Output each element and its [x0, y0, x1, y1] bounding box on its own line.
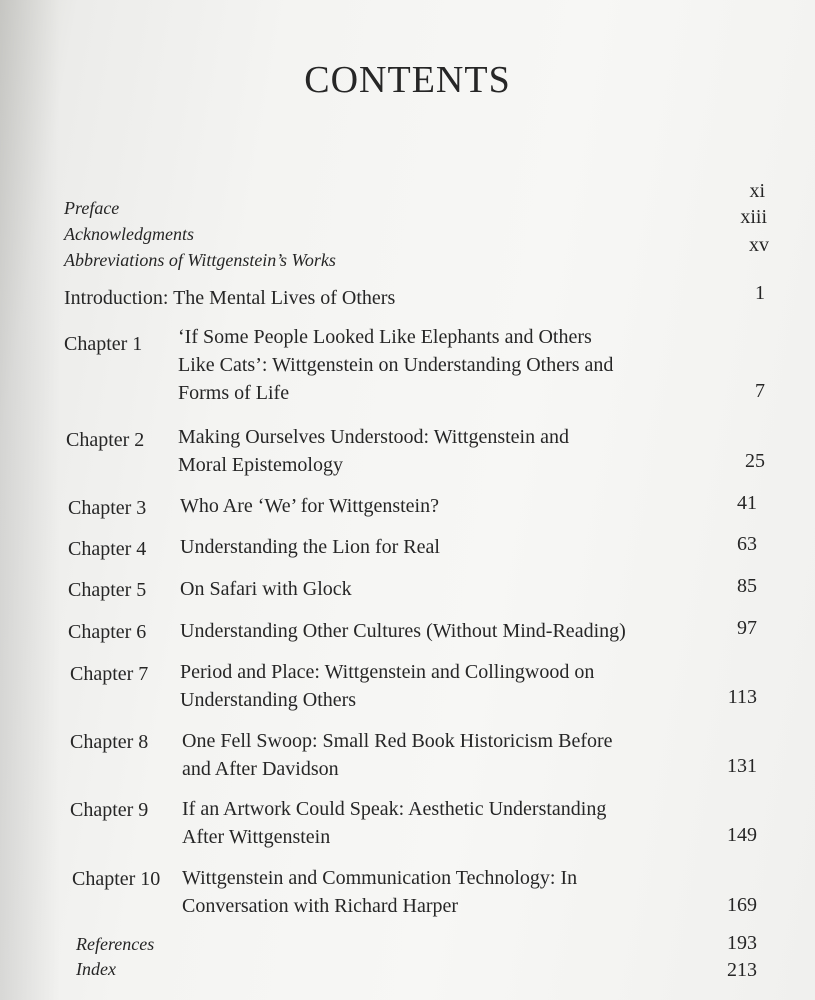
- chapter-8-line-2: and After Davidson: [182, 758, 339, 780]
- preface-title: Preface: [64, 198, 120, 218]
- chapter-6-line-1: Understanding Other Cultures (Without Mind-Reading): [180, 620, 626, 642]
- introduction-page: 1: [755, 282, 765, 304]
- chapter-7-label: Chapter 7: [70, 663, 149, 685]
- chapter-2-title: [178, 423, 569, 479]
- chapter-4-page: 63: [737, 533, 757, 555]
- preface-page: xi: [749, 180, 765, 202]
- chapter-4-label: Chapter 4: [68, 538, 147, 560]
- chapter-5-label: Chapter 5: [68, 579, 147, 601]
- chapter-10-line-2: Conversation with Richard Harper: [182, 895, 459, 917]
- chapter-1-page: 7: [755, 380, 765, 402]
- chapter-10-label: Chapter 10: [72, 868, 161, 890]
- chapter-8-title: [182, 727, 613, 783]
- chapter-4-title: [180, 533, 440, 561]
- chapter-5-title: [180, 575, 352, 603]
- chapter-6-title: [180, 617, 626, 645]
- acknowledgments-title: Acknowledgments: [64, 224, 194, 244]
- chapter-7-line-2: Understanding Others: [180, 689, 357, 711]
- chapter-2-line-2: Moral Epistemology: [178, 454, 343, 476]
- chapter-5-line-1: On Safari with Glock: [180, 578, 352, 600]
- chapter-6-label: Chapter 6: [68, 621, 147, 643]
- chapter-3-title: [180, 492, 439, 520]
- chapter-1-line-2: Like Cats’: Wittgenstein on Understanding Others and: [178, 354, 614, 376]
- chapter-1-line-1: ‘If Some People Looked Like Elephants and Others: [178, 326, 592, 348]
- chapter-10-page: 169: [727, 894, 757, 916]
- index-title: Index: [76, 959, 116, 979]
- chapter-10-title: [182, 864, 577, 920]
- chapter-7-line-1: Period and Place: Wittgenstein and Collingwood on: [180, 661, 595, 683]
- abbreviations-title: Abbreviations of Wittgenstein’s Works: [64, 250, 336, 270]
- chapter-2-page: 25: [745, 450, 765, 472]
- chapter-8-page: 131: [727, 755, 757, 777]
- chapter-7-title: [180, 658, 594, 714]
- page-title: CONTENTS: [304, 59, 511, 101]
- chapter-9-label: Chapter 9: [70, 799, 149, 821]
- chapter-2-label: Chapter 2: [66, 429, 145, 451]
- chapter-6-page: 97: [737, 617, 757, 639]
- references-title: References: [76, 934, 155, 954]
- chapter-7-page: 113: [727, 686, 757, 708]
- chapter-8-label: Chapter 8: [70, 731, 149, 753]
- chapter-3-label: Chapter 3: [68, 497, 147, 519]
- chapter-1-label: Chapter 1: [64, 333, 143, 355]
- index-page: 213: [727, 959, 757, 981]
- chapter-1-title: [178, 323, 613, 407]
- page-binding-shadow: [0, 0, 60, 1000]
- chapter-5-page: 85: [737, 575, 757, 597]
- chapter-1-line-3: Forms of Life: [178, 382, 290, 404]
- chapter-4-line-1: Understanding the Lion for Real: [180, 536, 440, 558]
- chapter-3-line-1: Who Are ‘We’ for Wittgenstein?: [180, 495, 439, 517]
- chapter-9-title: [182, 795, 606, 851]
- chapter-2-line-1: Making Ourselves Understood: Wittgenstein and: [178, 426, 569, 448]
- introduction-title: Introduction: The Mental Lives of Others: [64, 287, 396, 309]
- abbreviations-page: xv: [749, 234, 769, 256]
- chapter-9-page: 149: [727, 824, 757, 846]
- references-page: 193: [727, 932, 757, 954]
- chapter-10-line-1: Wittgenstein and Communication Technology: In: [182, 867, 578, 889]
- chapter-8-line-1: One Fell Swoop: Small Red Book Historicism Before: [182, 730, 613, 752]
- chapter-9-line-2: After Wittgenstein: [182, 826, 331, 848]
- chapter-3-page: 41: [737, 492, 757, 514]
- chapter-9-line-1: If an Artwork Could Speak: Aesthetic Understanding: [182, 798, 607, 820]
- acknowledgments-page: xiii: [740, 206, 767, 228]
